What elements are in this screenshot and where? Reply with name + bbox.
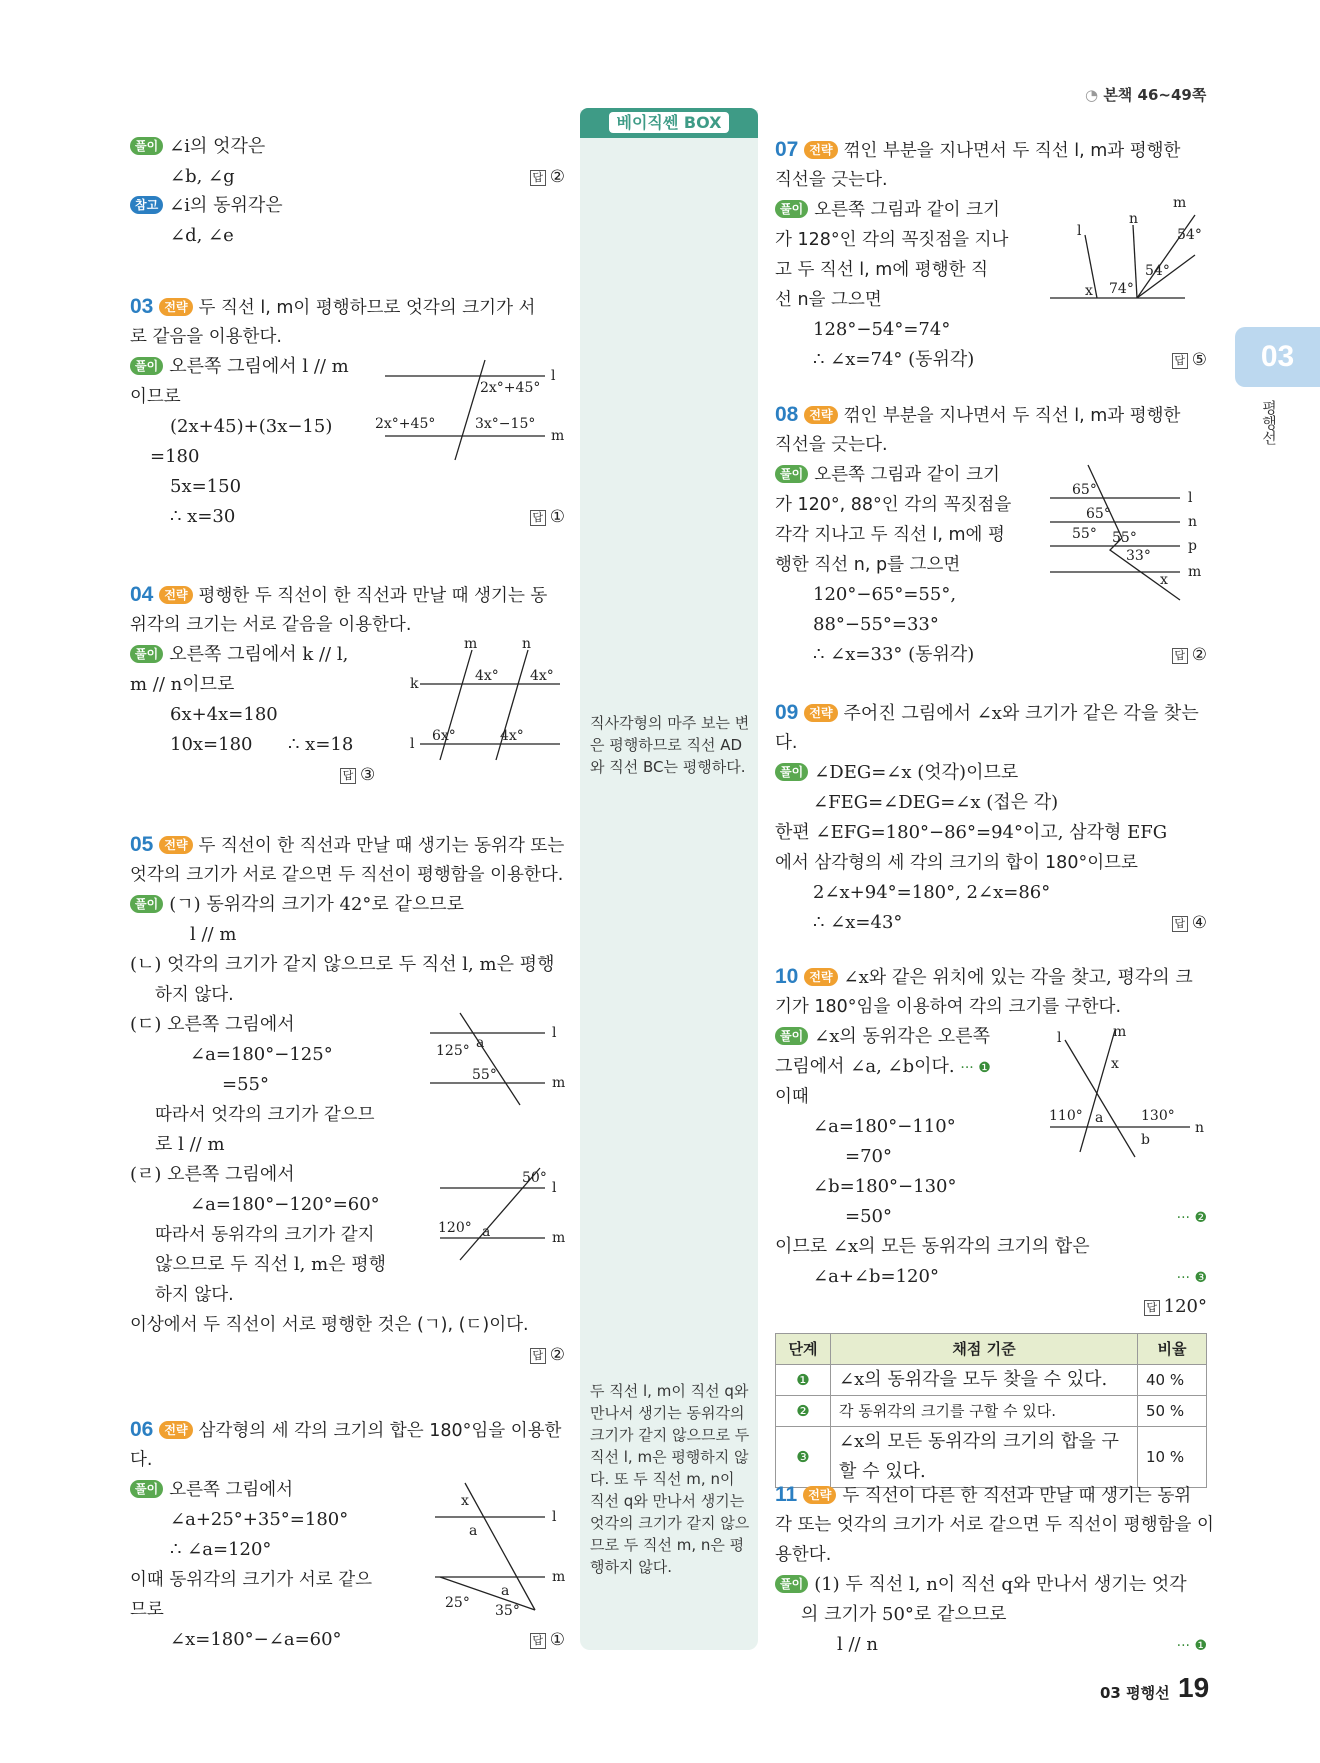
svg-text:65°: 65°: [1086, 506, 1111, 522]
svg-text:m: m: [552, 1230, 566, 1246]
p07-answer: 답 ⑤: [1172, 345, 1207, 375]
svg-text:l: l: [1057, 1030, 1062, 1046]
p05-line-13: 않으므로 두 직선 l, m은 평행: [155, 1254, 387, 1275]
svg-text:125°: 125°: [436, 1043, 470, 1059]
svg-text:54°: 54°: [1177, 227, 1202, 243]
grading-table: [775, 1333, 1207, 1488]
p03-line-3: (2x+45)+(3x−15): [170, 416, 333, 437]
svg-text:l: l: [551, 368, 556, 384]
right-column: 07 전략 꺾인 부분을 지나면서 두 직선 l, m과 평행한 직선을 긋는다. 풀이 오른쪽 그림과 같이 크기 가 128°인 각의 꼭짓점을 지나 고 두 직선 l, m에 평행한 직 선 n을 그으면 128°−54°=74° ∴ ∠x=74° (동위각) 답 ⑤ l n m 54° 54° 74° x 08 전략 꺾인 부분을 지나면서 두 직선 l, m과 평행한 직선을 긋는다. 풀이 오른쪽 그림과 같이 크기 가 120°, 88°인 각의 꼭짓점을 각각 지나고 두 직선 l, m에 평 행한 직선 n, p를 그으면 120°−65°=55°, 88°−55°=33° ∴ ∠x=33° (동위각) 답 ② l n p m 65° 65° 55° 55° 33° x 09 전략 주어진 그림에서 ∠x와 크기가 같은 각을 찾는 다. 풀이 ∠DEG=∠x (엇각)이므로 ∠FEG=∠DEG=∠x (접은 각) 한편 ∠EFG=180°−86°=94°이고, 삼각형 EFG 에서 삼각형의 세 각의 크기의 합이 180°이므로 2∠x+94°=180°, 2∠x=86° ∴ ∠x=43° 답 ④ 10 전략 ∠x와 같은 위치에 있는 각을 찾고, 평각의 크 기가 180°임을 이용하여 각의 크기를 구한다. 풀이 ∠x의 동위각은 오른쪽 그림에서 ∠a, ∠b이다. ··· ❶ 이때 ∠a=180°−110° =70° ∠b=180°−130° =50° ··· ❷ 이므로 ∠x의 모든 동위각의 크기의 합은 ∠a+∠b=120° ··· ❸ 답 120° l m x 110° a 130° b n 단계 채점 기준 비율 ❶ ∠x의 동위각을 모두 찾을 수 있다. 40 % ❷ 각 동위각의 크기를 구할 수 있다. 50 % ❸ ∠x의 모든 동위각의 크기의 합을 구할 수 있다. 10 % 11 전략 두 직선이 다른 한 직선과 만날 때 생기는 동위 각 또는 엇각의 크기가 서로 같으면 두 직선이 평행함을 이 용한다. 풀이 (1) 두 직선 l, n이 직선 q와 만나서 생기는 엇각 의 크기가 50°로 같으므로 l // n ··· ❶: [775, 0, 1207, 1700]
p11-strategy-1: 두 직선이 다른 한 직선과 만날 때 생기는 동위: [842, 1486, 1192, 1506]
svg-text:33°: 33°: [1126, 548, 1151, 564]
svg-text:a: a: [469, 1523, 478, 1539]
p05-line-2: l // m: [190, 924, 237, 945]
p09-line-2: ∠FEG=∠DEG=∠x (접은 각): [813, 792, 1059, 813]
p06-answer: 답 ①: [530, 1625, 565, 1655]
box-title: 베이직쎈 BOX: [580, 108, 758, 138]
left-column: 풀이 ∠i의 엇각은 ∠b, ∠g 답 ② 참고 ∠i의 동위각은 ∠d, ∠e 03 전략 두 직선 l, m이 평행하므로 엇각의 크기가 서 로 같음을 이용한다. 풀이 오른쪽 그림에서 l // m 이므로 (2x+45)+(3x−15) =180 5x=150 ∴ x=30 답 ① l m 2x°+45° 2x°+45° 3x°−15° 04 전략 평행한 두 직선이 한 직선과 만날 때 생기는 동 위각의 크기는 서로 같음을 이용한다. 풀이 오른쪽 그림에서 k // l, m // n이므로 6x+4x=180 10x=180 ∴ x=18 답 ③ m n k l 4x° 4x° 6x° 4x° 05 전략 두 직선이 한 직선과 만날 때 생기는 동위각 또는 엇각의 크기가 서로 같으면 두 직선이 평행함을 이용한다. 풀이 (ㄱ) 동위각의 크기가 42°로 같으므로 l // m (ㄴ) 엇각의 크기가 같지 않으므로 두 직선 l, m은 평행 하지 않다. (ㄷ) 오른쪽 그림에서 ∠a=180°−125° =55° 따라서 엇각의 크기가 같으므 로 l // m (ㄹ) 오른쪽 그림에서 ∠a=180°−120°=60° 따라서 동위각의 크기가 같지 않으므로 두 직선 l, m은 평행 하지 않다. 이상에서 두 직선이 서로 평행한 것은 (ㄱ), (ㄷ)이다. 답 ② l m a 125° 55° l m 50° 120° a 06 전략 삼각형의 세 각의 크기의 합은 180°임을 이용한 다. 풀이 오른쪽 그림에서 ∠a+25°+35°=180° ∴ ∠a=120° 이때 동위각의 크기가 서로 같으 므로 ∠x=180°−∠a=60° 답 ① l m x a a 25° 35°: [130, 0, 565, 1700]
p05-line-14: 하지 않다.: [155, 1285, 234, 1305]
p06-line-5: 므로: [130, 1600, 164, 1620]
p08-line-2: 가 120°, 88°인 각의 꼭짓점을: [775, 495, 1012, 515]
p10-strategy-1: ∠x와 같은 위치에 있는 각을 찾고, 평각의 크: [843, 967, 1193, 988]
svg-text:4x°: 4x°: [530, 668, 554, 684]
svg-text:35°: 35°: [495, 1603, 520, 1619]
p05-line-7: =55°: [222, 1074, 269, 1095]
svg-text:l: l: [1077, 223, 1082, 239]
chapter-tab-number: 03: [1235, 327, 1320, 387]
svg-text:l: l: [552, 1180, 557, 1196]
p04-line-2: m // n이므로: [130, 674, 235, 695]
svg-text:m: m: [1173, 195, 1187, 211]
p10-line-3: 이때: [775, 1087, 809, 1107]
svg-text:2x°+45°: 2x°+45°: [375, 416, 436, 432]
page-source-reference: ◔ 본책 46~49쪽: [1085, 86, 1207, 104]
p05-strategy-1: 두 직선이 한 직선과 만날 때 생기는 동위각 또는: [198, 836, 565, 856]
p09-strategy-2: 다.: [775, 733, 798, 753]
p07-line-3: 고 두 직선 l, m에 평행한 직: [775, 260, 988, 280]
p11-line-2: 의 크기가 50°로 같으므로: [801, 1604, 1007, 1625]
p08-strategy-1: 꺾인 부분을 지나면서 두 직선 l, m과 평행한: [843, 406, 1181, 426]
p07-line-1: 오른쪽 그림과 같이 크기: [814, 200, 1000, 220]
svg-text:m: m: [551, 428, 565, 444]
table-header: 비율: [1138, 1334, 1207, 1365]
table-row: ❸ ∠x의 모든 동위각의 크기의 합을 구할 수 있다. 10 %: [776, 1427, 1207, 1488]
p05-line-8: 따라서 엇각의 크기가 같으므: [155, 1105, 375, 1125]
p05-line-5: (ㄷ) 오른쪽 그림에서: [130, 1014, 295, 1035]
svg-text:4x°: 4x°: [500, 728, 524, 744]
table-row: ❶ ∠x의 동위각을 모두 찾을 수 있다. 40 %: [776, 1365, 1207, 1396]
source-icon: ◔: [1085, 86, 1104, 104]
p04-line-4: 10x=180: [170, 734, 253, 755]
svg-text:n: n: [1129, 211, 1139, 227]
p05-line-9: 로 l // m: [155, 1134, 225, 1155]
p04-line-1: 오른쪽 그림에서 k // l,: [169, 644, 349, 665]
p04-answer: 답 ③: [340, 760, 375, 790]
chapter-tab-label: 평행선: [1260, 400, 1278, 445]
p10-line-5: =70°: [845, 1146, 892, 1167]
svg-text:a: a: [501, 1583, 510, 1599]
p08-line-3: 각각 지나고 두 직선 l, m에 평: [775, 525, 1005, 545]
svg-text:l: l: [552, 1025, 557, 1041]
svg-text:m: m: [1113, 1024, 1127, 1040]
svg-text:p: p: [1188, 538, 1197, 554]
p09-answer: 답 ④: [1172, 908, 1207, 938]
p05-strategy-2: 엇각의 크기가 서로 같으면 두 직선이 평행함을 이용한다.: [130, 865, 564, 885]
p08-answer: 답 ②: [1172, 640, 1207, 670]
svg-text:k: k: [410, 676, 419, 692]
p06-line-3: ∴ ∠a=120°: [170, 1539, 272, 1560]
p10-line-1: ∠x의 동위각은 오른쪽: [814, 1026, 990, 1047]
p11-strategy-3: 용한다.: [775, 1545, 832, 1565]
svg-text:x: x: [1111, 1056, 1119, 1072]
p11-line-3: l // n: [837, 1634, 878, 1655]
p03-strategy-2: 로 같음을 이용한다.: [130, 327, 282, 347]
p03-line-4: =180: [150, 446, 200, 467]
svg-text:65°: 65°: [1072, 482, 1097, 498]
p10-marker-3: ··· ❸: [1176, 1270, 1207, 1286]
svg-text:50°: 50°: [522, 1170, 547, 1186]
p06-figure: [425, 1475, 566, 1619]
table-header: 단계: [776, 1334, 831, 1365]
p08-strategy-2: 직선을 긋는다.: [775, 435, 888, 455]
p11-strategy-2: 각 또는 엇각의 크기가 서로 같으면 두 직선이 평행함을 이: [775, 1515, 1214, 1535]
p10-line-9: ∠a+∠b=120°: [813, 1266, 939, 1287]
p06-line-2: ∠a+25°+35°=180°: [170, 1509, 349, 1530]
p03-figure: [375, 360, 565, 460]
p05-line-11: ∠a=180°−120°=60°: [190, 1194, 380, 1215]
p10-line-6: ∠b=180°−130°: [813, 1176, 957, 1197]
p04-figure: [410, 636, 565, 760]
page-number: 19: [1178, 1672, 1210, 1703]
p05-line-10: (ㄹ) 오른쪽 그림에서: [130, 1164, 295, 1185]
p02-line-1: ∠i의 엇각은: [169, 136, 266, 157]
p05-line-1: (ㄱ) 동위각의 크기가 42°로 같으므로: [169, 894, 465, 915]
p07-line-5: 128°−54°=74°: [813, 319, 951, 340]
p05-line-3: (ㄴ) 엇각의 크기가 같지 않으므로 두 직선 l, m은 평행: [130, 954, 555, 975]
svg-text:130°: 130°: [1141, 1108, 1175, 1124]
svg-text:x: x: [461, 1493, 469, 1509]
p06-line-1: 오른쪽 그림에서: [169, 1480, 294, 1500]
p09-line-1: ∠DEG=∠x (엇각)이므로: [814, 762, 1019, 783]
svg-text:6x°: 6x°: [432, 728, 456, 744]
svg-text:l: l: [410, 736, 415, 752]
svg-text:a: a: [1095, 1110, 1104, 1126]
p05-figure-c: [420, 1005, 565, 1105]
p07-line-6: ∴ ∠x=74° (동위각): [813, 349, 975, 370]
svg-text:2x°+45°: 2x°+45°: [480, 380, 541, 396]
svg-text:x: x: [1085, 283, 1093, 299]
svg-text:m: m: [552, 1569, 566, 1585]
box-note-1: 직사각형의 마주 보는 변은 평행하므로 직선 AD와 직선 BC는 평행하다.: [590, 714, 750, 776]
p05-line-4: 하지 않다.: [155, 985, 234, 1005]
p09-line-3: 한편 ∠EFG=180°−86°=94°이고, 삼각형 EFG: [775, 822, 1168, 843]
svg-text:l: l: [1188, 490, 1193, 506]
p08-line-1: 오른쪽 그림과 같이 크기: [814, 465, 1000, 485]
p08-line-6: 88°−55°=33°: [813, 614, 939, 635]
svg-text:4x°: 4x°: [475, 668, 499, 684]
p04-strategy-2: 위각의 크기는 서로 같음을 이용한다.: [130, 615, 412, 635]
p04-line-5: ∴ x=18: [288, 734, 354, 755]
p10-strategy-2: 기가 180°임을 이용하여 각의 크기를 구한다.: [775, 997, 1122, 1017]
svg-text:b: b: [1141, 1132, 1150, 1148]
p06-strategy-2: 다.: [130, 1450, 153, 1470]
svg-text:55°: 55°: [1072, 526, 1097, 542]
svg-text:74°: 74°: [1109, 281, 1134, 297]
p03-line-6: ∴ x=30: [170, 506, 236, 527]
table-header: 채점 기준: [831, 1334, 1138, 1365]
p09-strategy-1: 주어진 그림에서 ∠x와 크기가 같은 각을 찾는: [843, 703, 1199, 724]
svg-text:x: x: [1160, 572, 1168, 588]
svg-text:l: l: [552, 1509, 557, 1525]
p09-line-4: 에서 삼각형의 세 각의 크기의 합이 180°이므로: [775, 853, 1138, 873]
svg-text:n: n: [522, 636, 532, 652]
p02-line-4: ∠d, ∠e: [170, 225, 234, 246]
p09-line-5: 2∠x+94°=180°, 2∠x=86°: [813, 882, 1051, 903]
p10-figure: [1045, 1022, 1207, 1157]
p02-answer: 답 ②: [530, 162, 565, 192]
p07-strategy-1: 꺾인 부분을 지나면서 두 직선 l, m과 평행한: [843, 141, 1181, 161]
p06-strategy-1: 삼각형의 세 각의 크기의 합은 180°임을 이용한: [198, 1421, 562, 1441]
p07-strategy-2: 직선을 긋는다.: [775, 170, 888, 190]
svg-text:25°: 25°: [445, 1595, 470, 1611]
p03-line-5: 5x=150: [170, 476, 242, 497]
p10-answer: 답 120°: [1144, 1292, 1207, 1322]
p06-line-4: 이때 동위각의 크기가 서로 같으: [130, 1570, 373, 1590]
box-note-2: 두 직선 l, m이 직선 q와 만나서 생기는 동위각의 크기가 같지 않으므로 두 직선 l, m은 평행하지 않다. 또 두 직선 m, n이 직선 q와 만나서 생기는 엇각의 크기가 같지 않으므로 두 직선 m, n은 평행하지 않다.: [590, 1382, 750, 1576]
svg-text:a: a: [476, 1035, 485, 1051]
p05-line-15: 이상에서 두 직선이 서로 평행한 것은 (ㄱ), (ㄷ)이다.: [130, 1315, 529, 1335]
p04-line-3: 6x+4x=180: [170, 704, 278, 725]
p07-line-4: 선 n을 그으면: [775, 290, 882, 310]
svg-text:110°: 110°: [1049, 1108, 1083, 1124]
svg-text:54°: 54°: [1145, 263, 1170, 279]
p05-figure-d: [430, 1160, 565, 1260]
p10-line-8: 이므로 ∠x의 모든 동위각의 크기의 합은: [775, 1236, 1090, 1257]
svg-text:m: m: [464, 636, 478, 652]
p10-line-4: ∠a=180°−110°: [813, 1116, 956, 1137]
p11-marker-1: ··· ❶: [1176, 1638, 1207, 1654]
p11-line-1: (1) 두 직선 l, n이 직선 q와 만나서 생기는 엇각: [814, 1574, 1187, 1595]
svg-text:n: n: [1188, 514, 1198, 530]
p05-line-6: ∠a=180°−125°: [190, 1044, 333, 1065]
p02-line-2: ∠b, ∠g: [170, 166, 235, 187]
p05-answer: 답 ②: [530, 1340, 565, 1370]
svg-text:55°: 55°: [472, 1067, 497, 1083]
svg-text:m: m: [552, 1075, 566, 1091]
p04-strategy-1: 평행한 두 직선이 한 직선과 만날 때 생기는 동: [198, 586, 548, 606]
svg-text:55°: 55°: [1112, 530, 1137, 546]
p03-answer: 답 ①: [530, 502, 565, 532]
p08-line-7: ∴ ∠x=33° (동위각): [813, 644, 975, 665]
p03-line-1: 오른쪽 그림에서 l // m: [169, 356, 349, 377]
svg-text:a: a: [482, 1224, 491, 1240]
p09-line-6: ∴ ∠x=43°: [813, 912, 903, 933]
p10-line-2: 그림에서 ∠a, ∠b이다. ··· ❶: [775, 1056, 991, 1077]
p08-figure: [1050, 460, 1207, 605]
p03-line-2: 이므로: [130, 387, 181, 407]
p03-strategy: 03 전략 두 직선 l, m이 평행하므로 엇각의 크기가 서: [130, 295, 536, 318]
svg-text:n: n: [1195, 1120, 1205, 1136]
p06-line-6: ∠x=180°−∠a=60°: [170, 1629, 342, 1650]
p05-line-12: 따라서 동위각의 크기가 같지: [155, 1225, 375, 1245]
p02-line-3: ∠i의 동위각은: [169, 195, 283, 216]
table-row: ❷ 각 동위각의 크기를 구할 수 있다. 50 %: [776, 1396, 1207, 1427]
p07-line-2: 가 128°인 각의 꼭짓점을 지나: [775, 230, 1009, 250]
svg-text:120°: 120°: [438, 1220, 472, 1236]
p10-line-7: =50°: [845, 1206, 892, 1227]
p10-marker-2: ··· ❷: [1176, 1210, 1207, 1226]
footer-chapter: 03 평행선: [1100, 1684, 1170, 1702]
p07-figure: [1045, 195, 1207, 305]
svg-text:m: m: [1188, 564, 1202, 580]
p08-line-5: 120°−65°=55°,: [813, 584, 957, 605]
p08-line-4: 행한 직선 n, p를 그으면: [775, 555, 961, 575]
svg-text:3x°−15°: 3x°−15°: [475, 416, 536, 432]
